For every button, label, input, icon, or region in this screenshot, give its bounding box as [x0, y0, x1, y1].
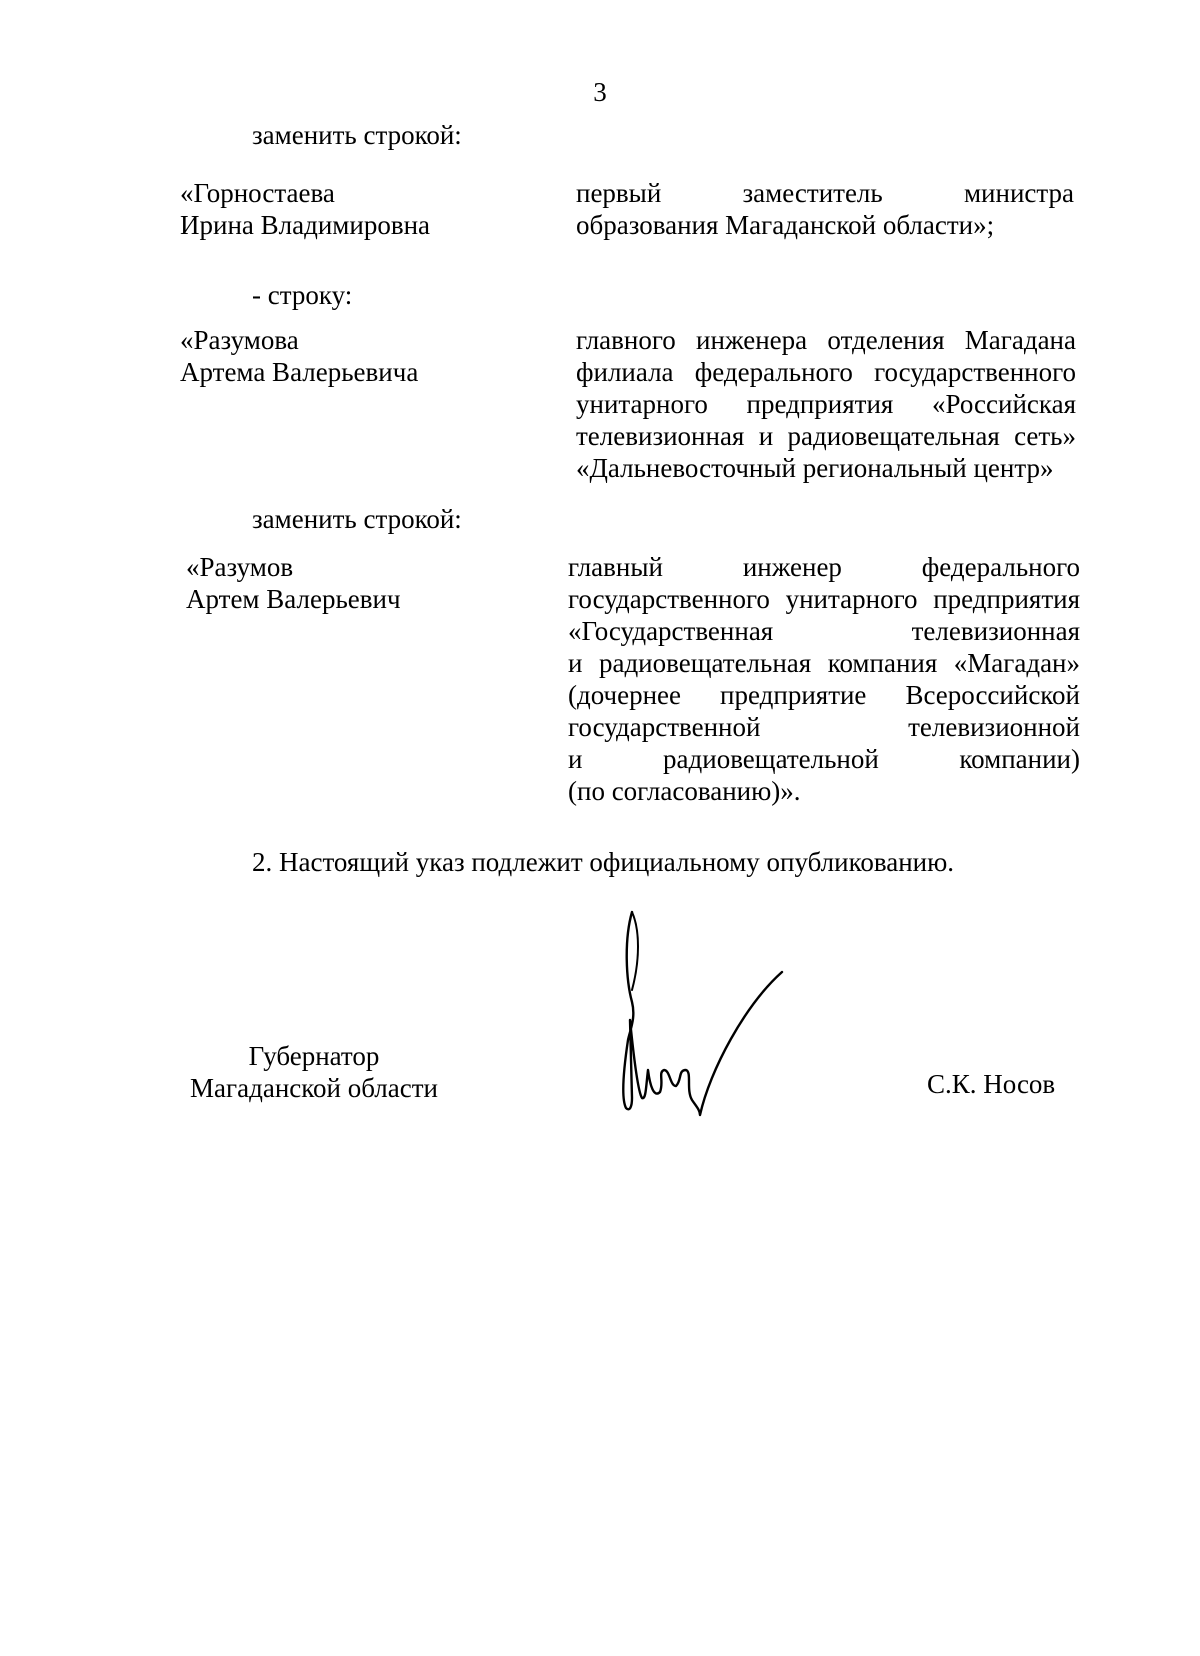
entry-3-position-line: главный инженер федерального — [568, 552, 1080, 582]
entry-3-position-line: «Государственная телевизионная — [568, 616, 1080, 646]
handwritten-signature — [600, 910, 800, 1135]
replace-label-1: заменить строкой: — [252, 120, 462, 150]
signatory-title — [180, 1040, 448, 1104]
entry-2-position-line: унитарного предприятия «Российская — [576, 389, 1076, 419]
clause-2: 2. Настоящий указ подлежит официальному опубликованию. — [252, 847, 955, 877]
entry-1-name-line: «Горностаева — [180, 178, 335, 208]
page-number: 3 — [593, 77, 607, 107]
entry-2-position-line: филиала федерального государственного — [576, 357, 1076, 387]
entry-2-name-line: Артема Валерьевича — [180, 357, 419, 387]
entry-2-position-line: главного инженера отделения Магадана — [576, 325, 1076, 355]
entry-3-position-line: государственной телевизионной — [568, 712, 1080, 742]
entry-3-position-line: государственного унитарного предприятия — [568, 584, 1080, 614]
entry-3-position-line: (по согласованию)». — [568, 776, 801, 806]
entry-3-position-line: и радиовещательной компании) — [568, 744, 1080, 774]
entry-3-position-line: и радиовещательная компания «Магадан» — [568, 648, 1080, 678]
entry-1-name-line: Ирина Владимировна — [180, 210, 431, 240]
entry-2-name-line: «Разумова — [180, 325, 299, 355]
entry-1-position-line: образования Магаданской области»; — [576, 210, 995, 240]
signatory-title-line: Магаданской области — [190, 1073, 438, 1103]
entry-3-name — [186, 551, 401, 615]
entry-1-position — [576, 177, 1074, 241]
entry-3-position-line: (дочернее предприятие Всероссийской — [568, 680, 1080, 710]
signatory-name: С.К. Носов — [927, 1069, 1056, 1099]
signatory-title-line: Губернатор — [248, 1041, 380, 1071]
entry-3-name-line: «Разумов — [186, 552, 294, 582]
entry-3-position — [568, 551, 1080, 807]
entry-2-position-line: «Дальневосточный региональный центр» — [576, 453, 1054, 483]
line-label: - строку: — [252, 280, 353, 310]
entry-2-name — [180, 324, 418, 388]
entry-2-position-line: телевизионная и радиовещательная сеть» — [576, 421, 1076, 451]
replace-label-2: заменить строкой: — [252, 504, 462, 534]
entry-2-position — [576, 324, 1076, 484]
entry-1-position-line: первый заместитель министра — [576, 178, 1074, 208]
entry-1-name — [180, 177, 430, 241]
entry-3-name-line: Артем Валерьевич — [186, 584, 401, 614]
